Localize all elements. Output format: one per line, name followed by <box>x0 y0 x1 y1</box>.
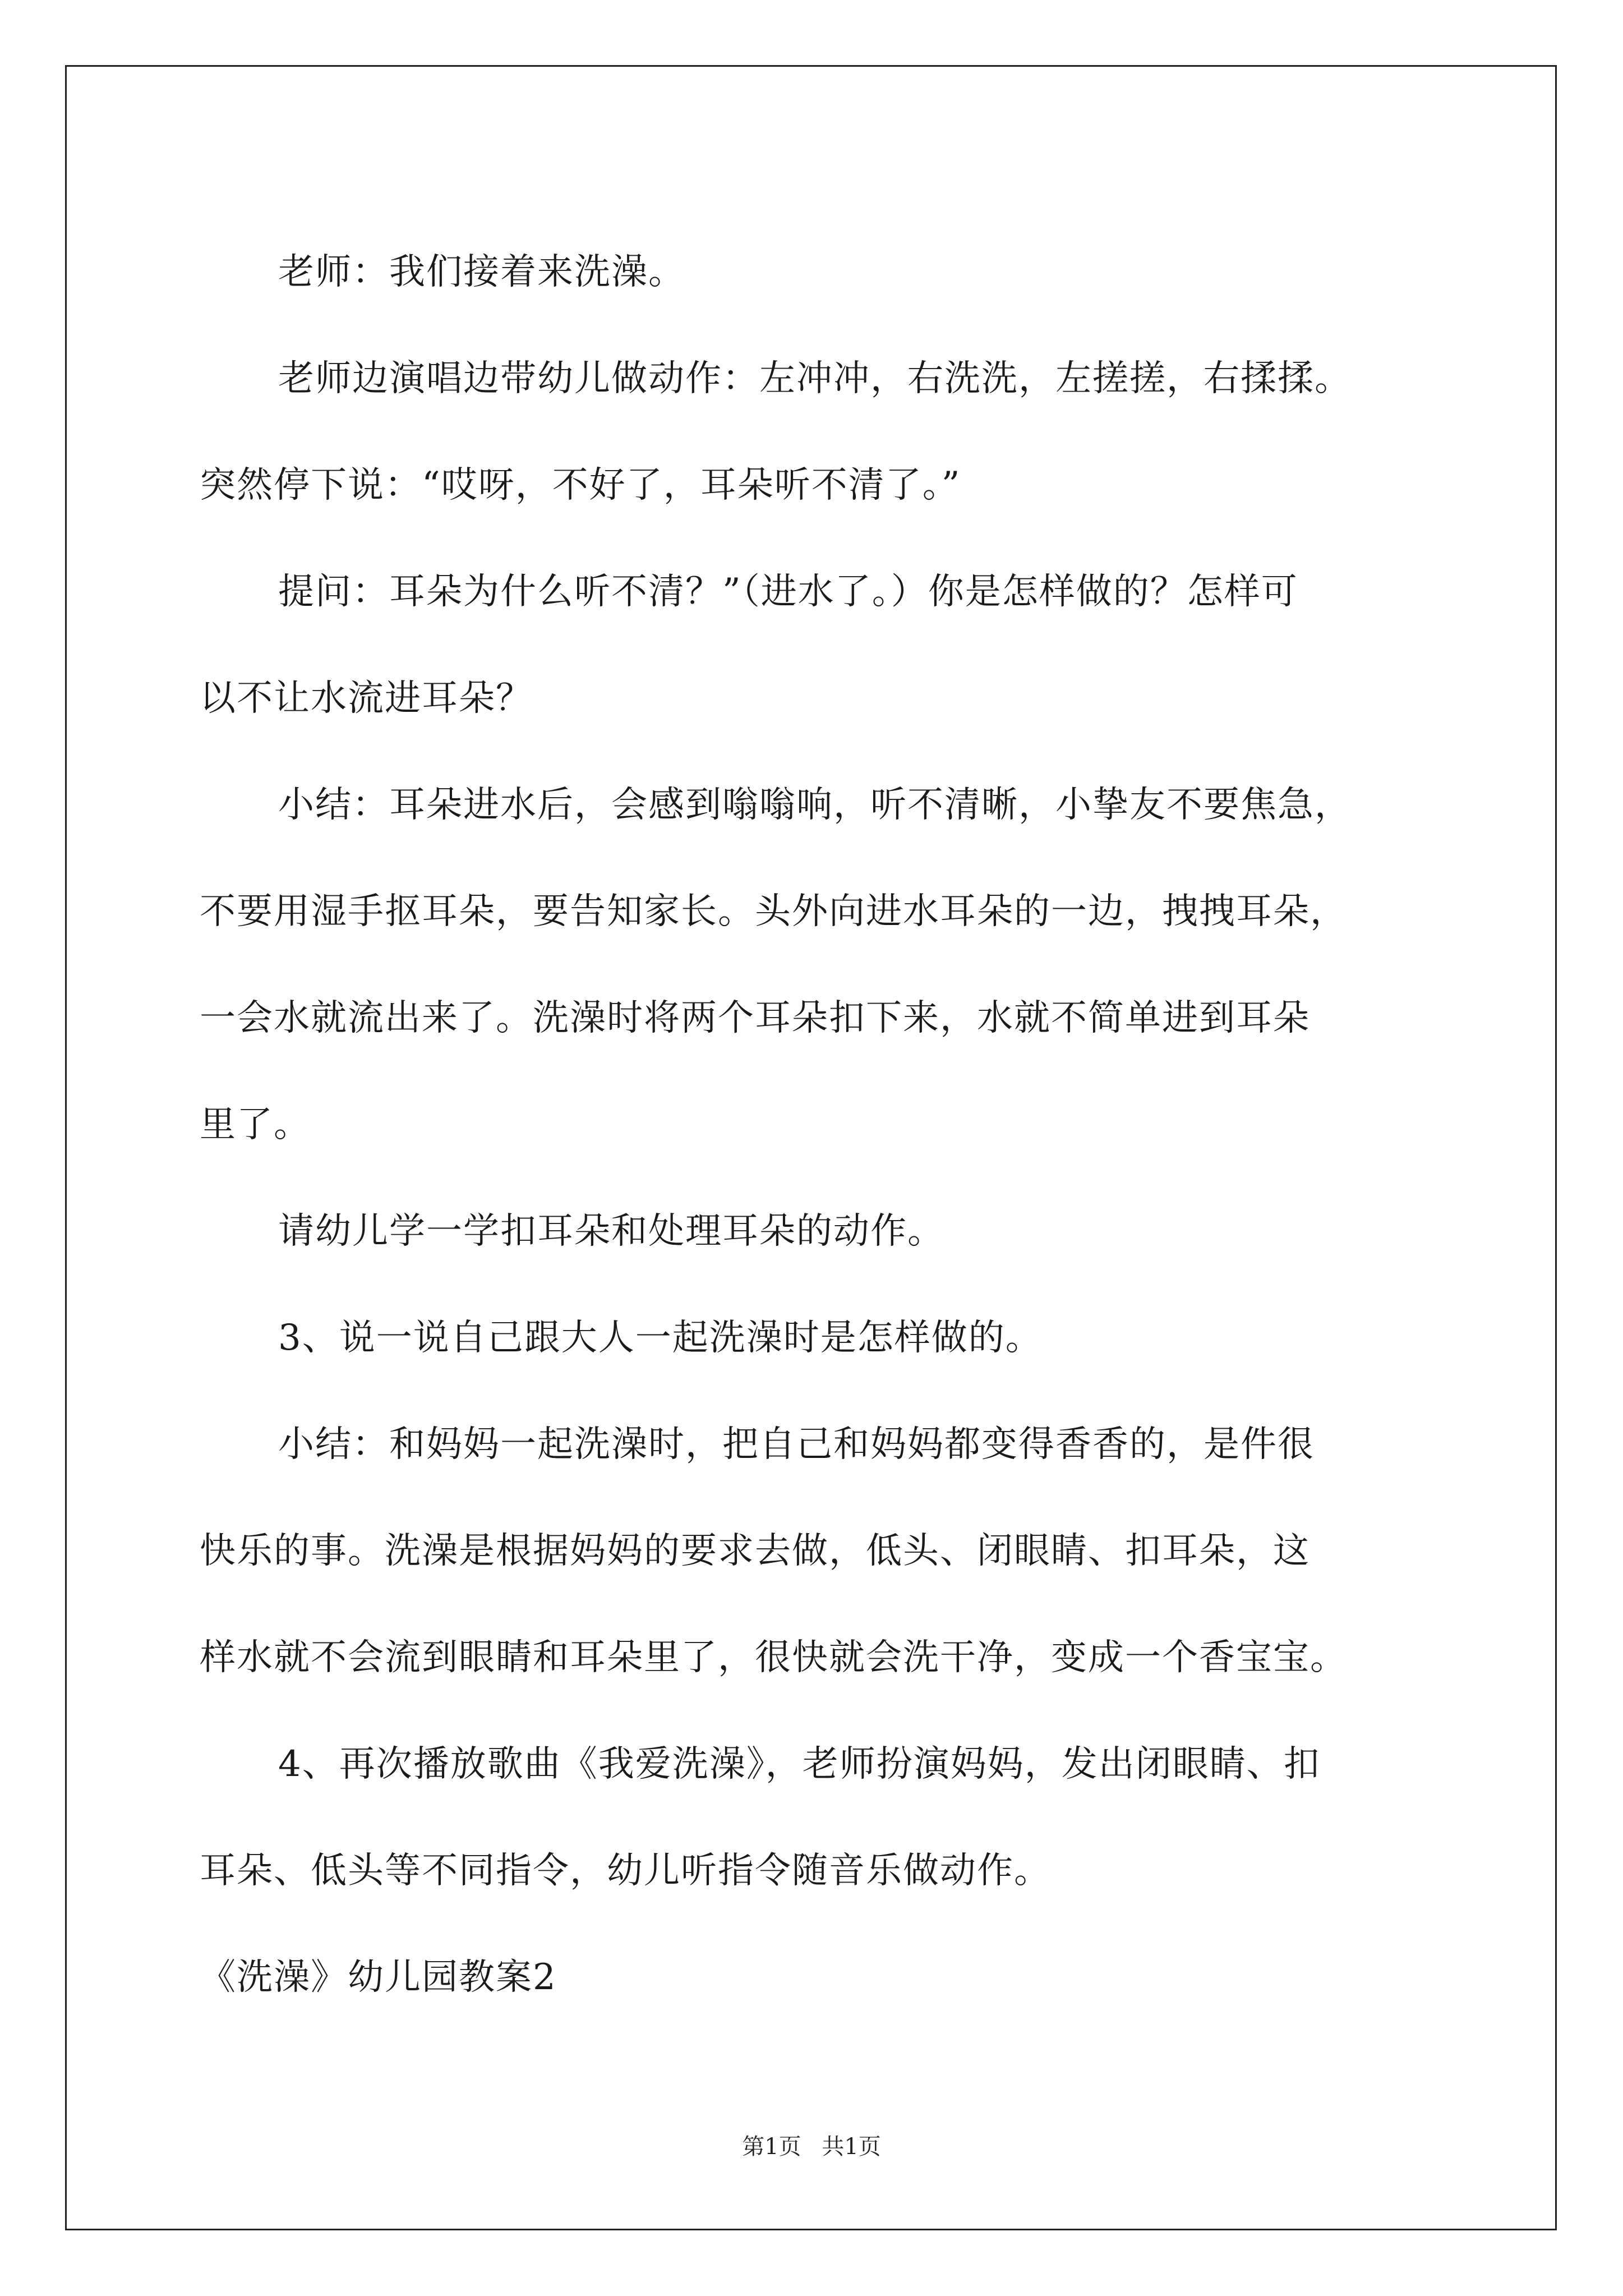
page-number-current: 第1页 <box>742 2134 801 2160</box>
paragraph-1 <box>200 219 1456 325</box>
paragraph-line: 请幼儿学一学扣耳朵和处理耳朵的动作。 <box>278 1211 944 1252</box>
paragraph-line: 样水就不会流到眼睛和耳朵里了，很快就会洗干净，变成一个香宝宝。 <box>200 1637 1347 1678</box>
paragraph-line: 老师边演唱边带幼儿做动作：左冲冲，右洗洗，左搓搓，右揉揉。 <box>278 358 1352 399</box>
page-footer <box>0 2129 1623 2161</box>
paragraph-line: 4、再次播放歌曲《我爱洗澡》，老师扮演妈妈，发出闭眼睛、扣 <box>278 1743 1321 1785</box>
paragraph-4 <box>200 752 1456 1178</box>
paragraph-line: 一会水就流出来了。洗澡时将两个耳朵扣下来，水就不简单进到耳朵 <box>200 997 1310 1039</box>
paragraph-line: 提问：耳朵为什么听不清？”（进水了。）你是怎样做的？怎样可 <box>278 571 1298 613</box>
paragraph-line: 以不让水流进耳朵？ <box>200 678 533 719</box>
paragraph-2 <box>200 325 1456 539</box>
document-body <box>200 219 1456 2031</box>
paragraph-line: 小结：和妈妈一起洗澡时，把自己和妈妈都变得香香的，是件很 <box>278 1424 1315 1465</box>
section-heading <box>200 1924 1456 2031</box>
paragraph-line: 不要用湿手抠耳朵，要告知家长。头外向进水耳朵的一边，拽拽耳朵， <box>200 891 1347 932</box>
paragraph-6 <box>200 1285 1456 1391</box>
page-number-total: 共1页 <box>822 2134 881 2160</box>
paragraph-5 <box>200 1178 1456 1285</box>
paragraph-8 <box>200 1711 1456 1924</box>
paragraph-line: 耳朵、低头等不同指令，幼儿听指令随音乐做动作。 <box>200 1850 1051 1892</box>
paragraph-line: 快乐的事。洗澡是根据妈妈的要求去做，低头、闭眼睛、扣耳朵，这 <box>200 1530 1310 1572</box>
paragraph-line: 老师：我们接着来洗澡。 <box>278 251 685 293</box>
paragraph-line: 里了。 <box>200 1104 311 1145</box>
paragraph-line: 突然停下说：“哎呀，不好了，耳朵听不清了。” <box>200 464 961 506</box>
paragraph-line: 小结：耳朵进水后，会感到嗡嗡响，听不清晰，小挚友不要焦急， <box>278 784 1352 826</box>
paragraph-7 <box>200 1391 1456 1711</box>
paragraph-3 <box>200 539 1456 752</box>
paragraph-line: 《洗澡》幼儿园教案2 <box>200 1957 557 1998</box>
paragraph-line: 3、说一说自己跟大人一起洗澡时是怎样做的。 <box>278 1317 1043 1359</box>
